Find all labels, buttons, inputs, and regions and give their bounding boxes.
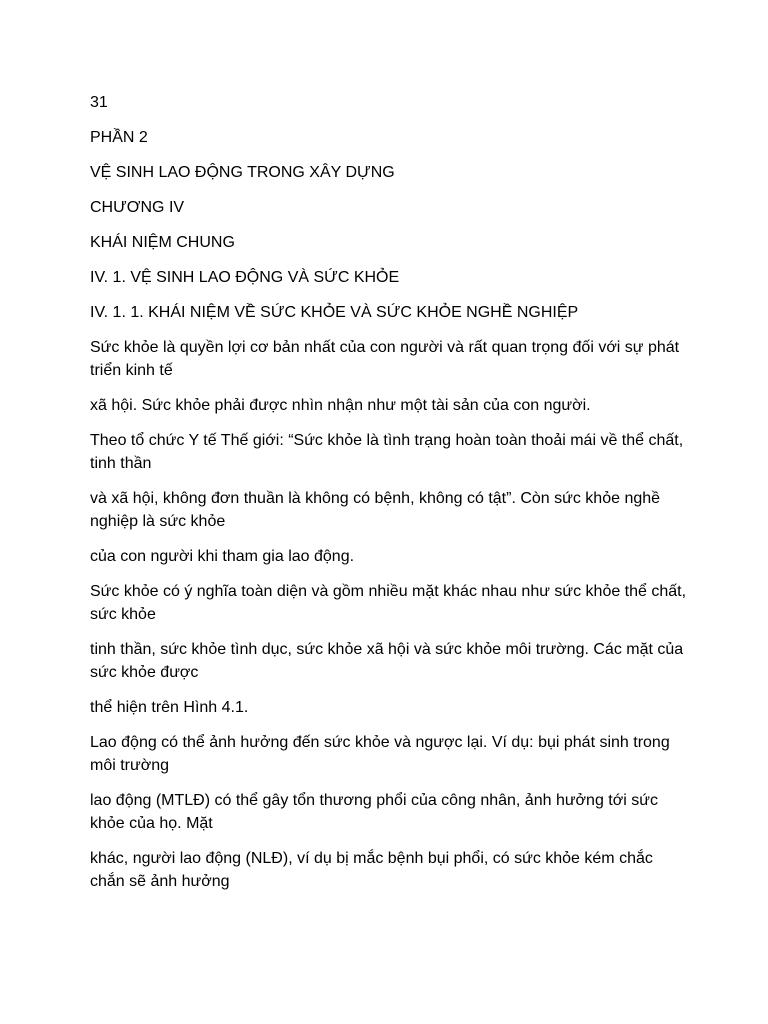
body-paragraph: xã hội. Sức khỏe phải được nhìn nhận như một tài sản của con người. — [90, 397, 591, 414]
subsection-heading: IV. 1. 1. KHÁI NIỆM VỀ SỨC KHỎE VÀ SỨC KHỎE NGHỀ NGHIỆP — [90, 304, 579, 321]
part-title: VỆ SINH LAO ĐỘNG TRONG XÂY DỰNG — [90, 164, 395, 181]
body-paragraph: Theo tổ chức Y tế Thế giới: “Sức khỏe là tình trạng hoàn toàn thoải mái về thể chất, tinh thần — [90, 432, 684, 472]
body-paragraph: lao động (MTLĐ) có thể gây tổn thương phổi của công nhân, ảnh hưởng tới sức khỏe của họ. Mặt — [90, 792, 658, 832]
section-heading: IV. 1. VỆ SINH LAO ĐỘNG VÀ SỨC KHỎE — [90, 269, 400, 286]
page-number: 31 — [90, 94, 108, 111]
body-paragraph: Lao động có thể ảnh hưởng đến sức khỏe và ngược lại. Ví dụ: bụi phát sinh trong môi trường — [90, 734, 670, 774]
body-paragraph: Sức khỏe là quyền lợi cơ bản nhất của con người và rất quan trọng đối với sự phát triển kinh tế — [90, 339, 680, 379]
body-paragraph: thể hiện trên Hình 4.1. — [90, 699, 249, 716]
body-paragraph: của con người khi tham gia lao động. — [90, 548, 355, 565]
document-page — [90, 91, 690, 905]
part-heading: PHẦN 2 — [90, 129, 148, 146]
body-paragraph: và xã hội, không đơn thuần là không có bệnh, không có tật”. Còn sức khỏe nghề nghiệp là sức khỏe — [90, 490, 661, 530]
chapter-title: KHÁI NIỆM CHUNG — [90, 234, 235, 251]
body-paragraph: khác, người lao động (NLĐ), ví dụ bị mắc bệnh bụi phổi, có sức khỏe kém chắc chắn sẽ ảnh hưởng — [90, 850, 653, 890]
chapter-heading: CHƯƠNG IV — [90, 199, 185, 216]
body-paragraph: tinh thần, sức khỏe tình dục, sức khỏe xã hội và sức khỏe môi trường. Các mặt của sức khỏe được — [90, 641, 684, 681]
body-paragraph: Sức khỏe có ý nghĩa toàn diện và gồm nhiều mặt khác nhau như sức khỏe thể chất, sức khỏe — [90, 583, 687, 623]
